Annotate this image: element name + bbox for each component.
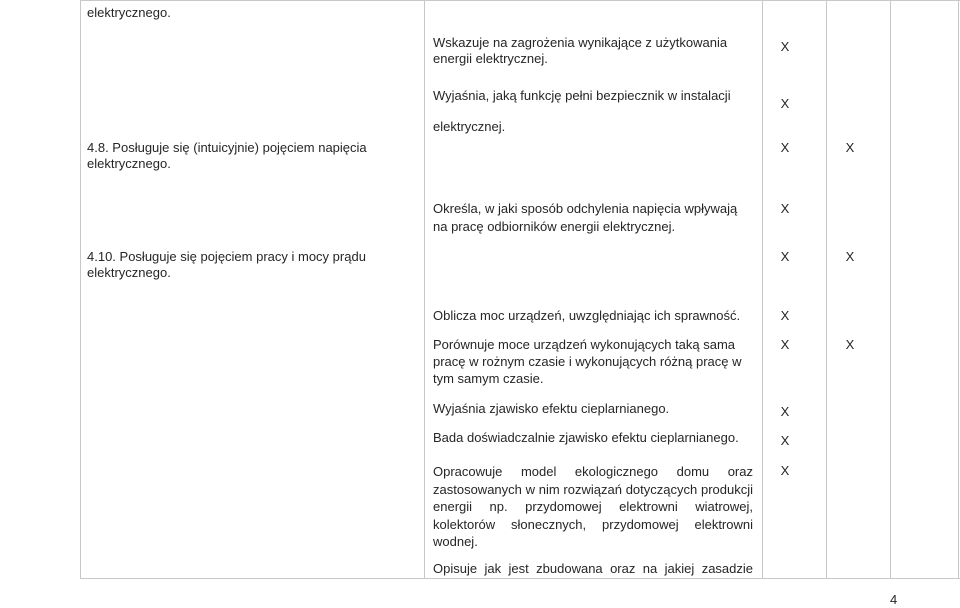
- row-6-outcome: Porównuje moce urządzeń wykonujących taką sama pracę w rożnym czasie i wykonujących różną pracę w tym samym czasie.: [433, 337, 742, 386]
- row-7-mark-1: X: [780, 404, 790, 419]
- table-border-bottom: [80, 578, 960, 579]
- table-border-top: [80, 0, 960, 1]
- table-border-right: [958, 0, 959, 578]
- row-3-mark-1: X: [780, 201, 790, 216]
- row-5-outcome: Oblicza moc urządzeń, uwzględniając ich sprawność.: [433, 308, 741, 323]
- row-8-mark-1: X: [780, 433, 790, 448]
- row-6-mark-1: X: [780, 337, 790, 352]
- row-5-mark-1: X: [780, 308, 790, 323]
- row-7-outcome: Wyjaśnia zjawisko efektu cieplarnianego.: [433, 401, 670, 416]
- row-0-requirement: elektrycznego.: [87, 5, 171, 20]
- row-0-outcome: Wskazuje na zagrożenia wynikające z użytkowania energii elektrycznej.: [433, 35, 728, 66]
- row-1-outcome: Wyjaśnia, jaką funkcję pełni bezpiecznik w instalacji elektrycznej.: [433, 88, 731, 134]
- row-4-mark-1: X: [780, 249, 790, 264]
- row-2-requirement: 4.8. Posługuje się (intuicyjnie) pojęciem napięcia elektrycznego.: [87, 140, 367, 171]
- row-8-outcome: Bada doświadczalnie zjawisko efektu cieplarnianego.: [433, 430, 739, 445]
- table-border-left: [80, 0, 81, 578]
- row-1-mark-1: X: [780, 96, 790, 111]
- row-4-mark-2: X: [845, 249, 855, 264]
- column-divider-4: [890, 0, 891, 578]
- column-divider-3: [826, 0, 827, 578]
- row-0-mark-1: X: [780, 39, 790, 54]
- row-6-mark-2: X: [845, 337, 855, 352]
- row-9-outcome: Opracowuje model ekologicznego domu oraz zastosowanych w nim rozwiązań dotyczących produkcji energii np. przydomowej elektrowni wiatrowej, kolektorów słonecznych, przydomowej elektrowni wodnej.: [433, 464, 753, 549]
- page-number: 4: [890, 592, 898, 607]
- row-3-outcome: Określa, w jaki sposób odchylenia napięcia wpływają na pracę odbiorników energii elektrycznej.: [433, 201, 738, 234]
- row-2-mark-1: X: [780, 140, 790, 155]
- row-10-outcome: Opisuje jak jest zbudowana oraz na jakiej zasadzie: [433, 561, 753, 576]
- column-divider-1: [424, 0, 425, 578]
- row-9-mark-1: X: [780, 463, 790, 478]
- row-2-mark-2: X: [845, 140, 855, 155]
- row-4-requirement: 4.10. Posługuje się pojęciem pracy i mocy prądu elektrycznego.: [87, 249, 366, 280]
